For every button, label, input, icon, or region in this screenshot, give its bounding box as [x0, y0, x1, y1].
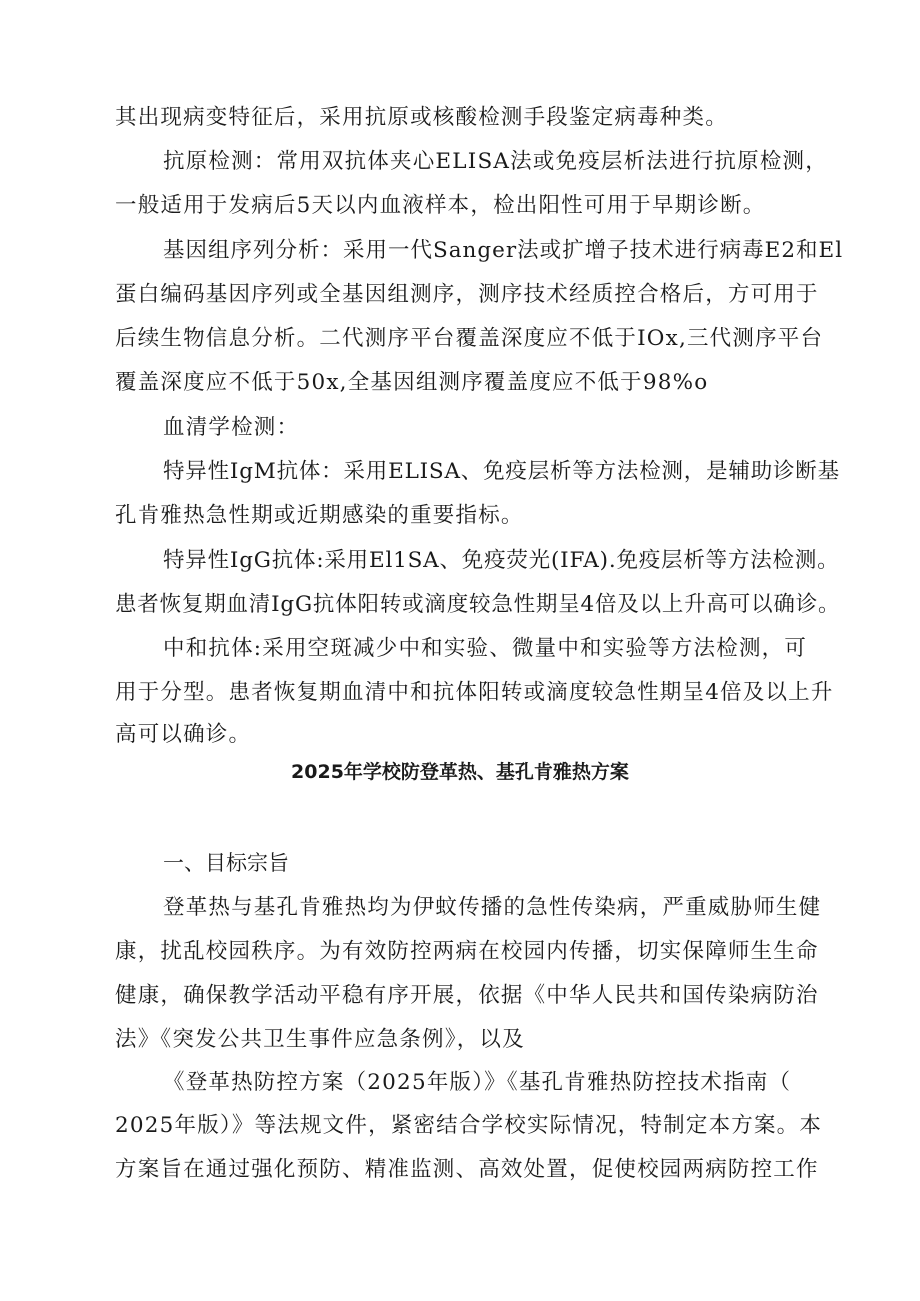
document-title: 2025年学校防登革热、基孔肯雅热方案: [291, 761, 629, 783]
body-line: 高可以确诊。: [115, 722, 252, 747]
body-line: 2025年版）》等法规文件，紧密结合学校实际情况，特制定本方案。本: [115, 1113, 823, 1138]
body-line: 特异性IgM抗体：采用ELISA、免疫层析等方法检测，是辅助诊断基: [163, 459, 840, 484]
body-line: 孔肯雅热急性期或近期感染的重要指标。: [115, 503, 524, 528]
body-line: 用于分型。患者恢复期血清中和抗体阳转或滴度较急性期呈4倍及以上升: [115, 680, 834, 705]
body-line: 特异性IgG抗体:采用El1SA、免疫荧光(IFA).免疫层析等方法检测。: [163, 548, 840, 573]
body-line: 健康，确保教学活动平稳有序开展，依据《中华人民共和国传染病防治: [115, 983, 819, 1008]
body-line: 中和抗体:采用空斑减少中和实验、微量中和实验等方法检测，可: [163, 636, 808, 661]
body-line: 血清学检测：: [163, 415, 300, 440]
body-line: 后续生物信息分析。二代测序平台覆盖深度应不低于IOx,三代测序平台: [115, 326, 824, 351]
body-line: 登革热与基孔肯雅热均为伊蚊传播的急性传染病，严重威胁师生健: [163, 895, 822, 920]
body-line: 法》《突发公共卫生事件应急条例》，以及: [115, 1027, 525, 1052]
body-line: 覆盖深度应不低于50x,全基因组测序覆盖度应不低于98%o: [115, 370, 709, 395]
body-line: 康，扰乱校园秩序。为有效防控两病在校园内传播，切实保障师生生命: [115, 939, 819, 964]
body-line: 方案旨在通过强化预防、精准监测、高效处置，促使校园两病防控工作: [115, 1157, 819, 1182]
body-line: 患者恢复期血清IgG抗体阳转或滴度较急性期呈4倍及以上升高可以确诊。: [115, 592, 841, 617]
body-line: 抗原检测：常用双抗体夹心ELISA法或免疫层析法进行抗原检测，: [163, 149, 828, 174]
body-line: 蛋白编码基因序列或全基因组测序，测序技术经质控合格后，方可用于: [115, 282, 819, 307]
body-line: 其出现病变特征后，采用抗原或核酸检测手段鉴定病毒种类。: [115, 105, 728, 130]
body-line: 《登革热防控方案（2025年版）》《基孔肯雅热防控技术指南（: [163, 1070, 792, 1095]
body-line: 基因组序列分析：采用一代Sanger法或扩增子技术进行病毒E2和El: [163, 238, 844, 263]
body-line: 一般适用于发病后5天以内血液样本，检出阳性可用于早期诊断。: [115, 193, 766, 218]
section-heading: 一、目标宗旨: [163, 851, 289, 875]
